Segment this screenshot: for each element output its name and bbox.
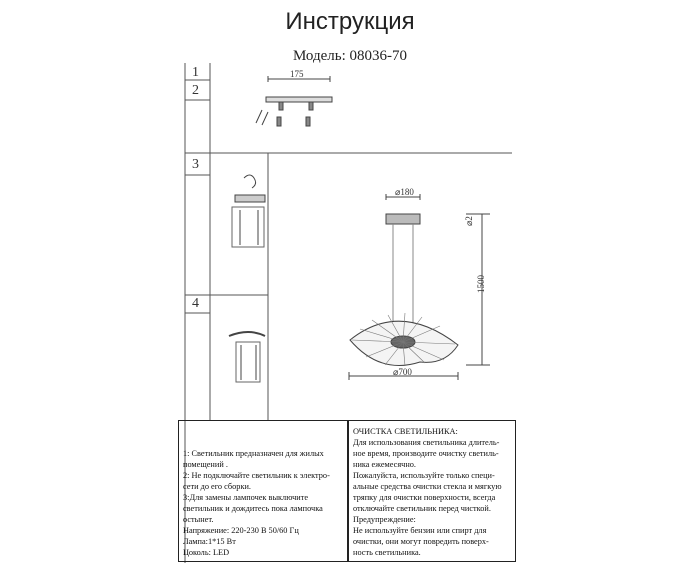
instruction-line: Цоколь: LED (183, 548, 230, 557)
instruction-line: Лампа:1*15 Вт (183, 537, 236, 546)
instruction-line: 3:Для замены лампочек выключите (183, 493, 308, 502)
instruction-line: 2: Не подключайте светильник к электро- (183, 471, 330, 480)
warning-heading: Предупреждение: (353, 515, 416, 524)
step4-detail-drawing (229, 332, 265, 382)
instruction-line: остынет. (183, 515, 214, 524)
step-number-1: 1 (192, 65, 199, 80)
cleaning-line: ника ежемесячно. (353, 460, 417, 469)
instruction-line: 1: Светильник предназначен для жилых (183, 449, 324, 458)
dimension-shade: ⌀700 (393, 367, 412, 377)
instruction-line: помещений . (183, 460, 228, 469)
step-number-4: 4 (192, 296, 199, 311)
mounting-bracket-drawing (256, 76, 332, 126)
cleaning-line: тряпку для очистки поверхности, всегда (353, 493, 496, 502)
step-number-2: 2 (192, 83, 199, 98)
dimension-height: 1500 (476, 275, 486, 293)
instructions-box (178, 420, 348, 562)
model-number: Модель: 08036-70 (292, 48, 408, 64)
dimension-small-mark: ⌀2 (464, 216, 474, 226)
page-title: Инструкция (285, 8, 415, 35)
cleaning-line: Для использования светильника длитель- (353, 438, 500, 447)
instruction-line: светильник и дождитесь пока лампочка (183, 504, 323, 513)
step3-detail-drawing (232, 175, 265, 247)
cleaning-line: ность светильника. (353, 548, 421, 557)
cleaning-line: Не используйте бензин или спирт для (353, 526, 487, 535)
cleaning-line: Пожалуйста, используйте только специ- (353, 471, 495, 480)
cleaning-line: ное время, производите очистку светиль- (353, 449, 499, 458)
cleaning-line: отключайте светильник перед чисткой. (353, 504, 491, 513)
cleaning-box (348, 420, 516, 562)
dimension-canopy: ⌀180 (395, 187, 414, 197)
cleaning-line: альные средства очистки стекла и мягкую (353, 482, 502, 491)
dimension-width-top: 175 (290, 69, 304, 79)
instruction-line: Напряжение: 220-230 В 50/60 Гц (183, 526, 299, 535)
cleaning-heading: ОЧИСТКА СВЕТИЛЬНИКА: (353, 427, 458, 436)
step-number-3: 3 (192, 157, 199, 172)
instruction-line: сети до его сборки. (183, 482, 251, 491)
cleaning-line: очистки, они могут повредить поверх- (353, 537, 489, 546)
